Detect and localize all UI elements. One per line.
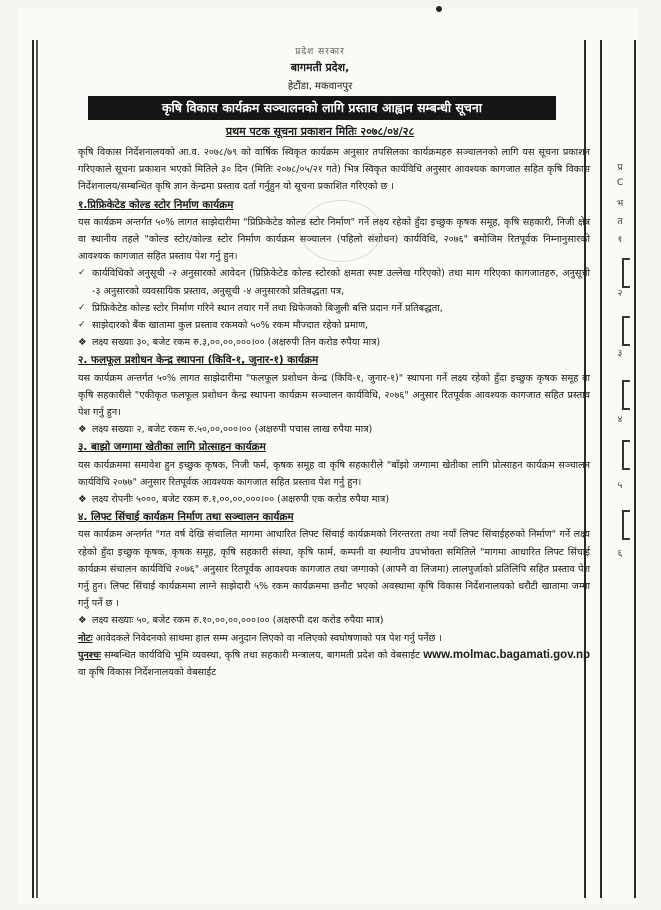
diamond-bullet-icon: ❖ (78, 337, 87, 349)
check-icon: ✓ (78, 268, 86, 279)
intro-paragraph: कृषि विकास निर्देशनालयको आ.व. २०७८/७९ को वार्षिक स्विकृत कार्यक्रम अनुसार तपसिलका कार्यक्रमहरु सञ्चालनको लागि यस सूचना प्रकाशन गरिएकाले सूचना प्रकाशन भएको मितिले ३० दिन (मितिः २०७८/०५/२१ गते) भित्र स्विकृत कार्यविधि अनुसार आवश्यक कागजात सहित कृषि विकास निर्देशनालय/सम्बन्धित कृषि ज्ञान केन्द्रमा प्रस्ताव दर्ता गर्नुहुन यो सूचना प्रकाशित गरिएको छ । (78, 147, 590, 193)
footer-text: सम्बन्धित कार्यविधि भूमि व्यवस्था, कृषि तथा सहकारी मन्त्रालय, बागमती प्रदेश को वेबसाईट (104, 649, 420, 661)
margin-mark: ३ (617, 349, 623, 359)
margin-mark: भ (616, 199, 624, 209)
margin-bracket (622, 380, 630, 410)
website-link[interactable]: www.molmac.bagamati.gov.np (423, 648, 590, 661)
publication-date: प्रथम पटक सूचना प्रकाशन मितिः २०७८/०४/२८ (225, 125, 415, 138)
section-4-heading: ४. लिफ्ट सिंचाई कार्यक्रम निर्माण तथा सञ्चालन कार्यक्रम (78, 511, 294, 524)
margin-bracket (622, 258, 630, 288)
margin-mark: ६ (617, 549, 623, 559)
section-3-target: ❖ लक्ष्य रोपनीः ५०००, बजेट रकम रु.१,००,००,०००।०० (अक्षरुपी एक करोड रुपैया मात्र) (78, 491, 590, 508)
notice-body (78, 144, 590, 681)
section-3-heading: ३. बाझो जग्गामा खेतीका लागि प्रोत्साहन कार्यक्रम (78, 441, 266, 454)
outer-border-line (634, 40, 636, 898)
margin-border-line (600, 40, 602, 898)
note-label: नोटः (78, 632, 93, 644)
section-2-heading: २. फलफूल प्रशोधन केन्द्र स्थापना (किवि-१, जुनार-१) कार्यक्रम (78, 354, 319, 367)
province-name: बागमती प्रदेश, (290, 61, 350, 74)
margin-bracket (622, 510, 630, 540)
margin-mark: १ (617, 235, 623, 245)
section-3-text: यस कार्यक्रममा समावेश हुन इच्छुक कृषक, निजी फर्म, कृषक समूह वा कृषि सहकारीले "बाँझो जग्गामा खेतीका लागि प्रोत्साहन कार्यक्रम सञ्चालन कार्यविधि २०७७" अनुसार रितपूर्वक आवश्यक कागजात सहित प्रस्ताव पेश गर्नु हुन। (78, 459, 590, 488)
margin-mark: C (616, 178, 624, 188)
section-1-text: यस कार्यक्रम अन्तर्गत ५०% लागत साझेदारीमा "प्रिफ्रिकेटेड कोल्ड स्टोर निर्माण" गर्ने लक्ष्य रहेको हुँदा इच्छुक कृषक समूह, कृषि सहकारी, निजी क्षेत्र वा स्थानीय तहले "कोल्ड स्टोर/कोल्ड स्टोर निर्माण कार्यक्रम सञ्चालन (पहिलो संशोधन) कार्यविधि, २०७६" बमोजिम रितपूर्वक निम्नानुसारको आवश्यक कागजात सहित प्रस्ताव पेश गर्नु हुन। (78, 216, 590, 263)
check-icon: ✓ (78, 320, 86, 331)
left-border-line-inner (36, 40, 38, 898)
check-icon: ✓ (78, 302, 86, 313)
left-border-line (32, 40, 34, 898)
section-2-target: ❖ लक्ष्य सख्याः २, बजेट रकम रु.५०,००,०००।०० (अक्षरुपी पचास लाख रुपैया मात्र) (78, 421, 590, 438)
footer-tail: वा कृषि विकास निर्देशनालयको वेबसाईट (78, 667, 217, 679)
footer-note (78, 647, 590, 681)
diamond-bullet-icon: ❖ (78, 615, 87, 627)
location: हेटौंडा, मकवानपुर (287, 81, 353, 92)
margin-mark: त (617, 217, 623, 227)
punch-hole (436, 6, 442, 12)
margin-mark: ४ (617, 415, 623, 425)
header-faint-text: प्रदेश सरकार (295, 47, 345, 57)
notice-title-banner: कृषि विकास कार्यक्रम सञ्चालनको लागि प्रस्ताव आह्वान सम्बन्धी सूचना (88, 96, 556, 120)
margin-bracket (622, 440, 630, 470)
section-4-text: यस कार्यक्रम अन्तर्गत "गत वर्ष देखि संचालित मागमा आधारित लिफ्ट सिंचाई कार्यक्रमको निरन्तरता तथा नयाँ लिफ्ट सिंचाईहरुको निर्माण" गर्ने लक्ष्य रहेको हुँदा इच्छुक कृषक, कृषक समूह, कृषि सहकारी संस्था, कृषि फार्म, कम्पनी वा स्थानीय उपभोक्ता समितिले "मागमा आधारित लिफ्ट सिंचाई कार्यक्रम संचालन कार्यविधि २०७६" अनुसार रितपूर्वक आवश्यक कागजात तथा जग्गाको (आफ्नै वा लिजमा) लालपुर्जाको प्रतिलिपि सहित प्रस्ताव पेश गर्नु हुन। लिफ्ट सिंचाई कार्यक्रममा लाग्ने साझेदारी ५% रकम कार्यक्रममा छनौट भएको अवस्थामा कृषि विकास निर्देशनालयको धरौटी खातामा जम्मा गर्नु पर्ने छ । (78, 529, 590, 610)
margin-mark: ५ (617, 481, 623, 491)
section-4-target: ❖ लक्ष्य सख्याः ५०, बजेट रकम रु.१०,००,००,०००।०० (अक्षरुपी दश करोड रुपैया मात्र) (78, 612, 590, 629)
diamond-bullet-icon: ❖ (78, 424, 87, 436)
margin-mark: २ (617, 289, 623, 299)
list-item: ✓ साझेदारको बैंक खातामा कुल प्रस्ताव रकमको ५०% रकम मौज्दात रहेको प्रमाण, (78, 317, 590, 334)
margin-bracket (622, 316, 630, 346)
list-item: ✓ कार्यविधिको अनुसूची -२ अनुसारको आवेदन (प्रिफ्रिकेटेड कोल्ड स्टोरको क्षमता स्पष्ट उल्लेख गरिएको) तथा माग गरिएका कागजातहरु, अनुसूची -३ अनुसारको व्यवसायिक प्रस्ताव, अनुसूची -४ अनुसारको प्रतिबद्धता पत्र, (78, 265, 590, 299)
diamond-bullet-icon: ❖ (78, 494, 87, 506)
list-item: ✓ प्रिफ्रिकेटेड कोल्ड स्टोर निर्माण गरिने स्थान तयार गर्ने तथा थ्रिफेजको बिजुली बत्ति प्रदान गर्ने प्रतिबद्धता, (78, 300, 590, 317)
section-1-target: ❖ लक्ष्य सख्याः ३०, बजेट रकम रु.३,००,००,०००।०० (अक्षरुपी तिन करोड रुपैया मात्र) (78, 334, 590, 351)
margin-mark: प्र (617, 163, 623, 173)
footer-label: पुनश्चः (78, 649, 101, 661)
section-1-heading: १.प्रिफ्रिकेटेड कोल्ड स्टोर निर्माण कार्यक्रम (78, 198, 234, 211)
note-text: आवेदकले निवेदनको साथमा हाल सम्म अनुदान लिएको वा नलिएको स्वघोषणाको पत्र पेश गर्नु पर्नेछ । (95, 632, 442, 644)
section-2-text: यस कार्यक्रम अन्तर्गत ५०% लागत साझेदारीमा "फलफूल प्रशोधन केन्द्र (किवि-१, जुनार-१)" स्थापना गर्ने लक्ष्य रहेको हुँदा इच्छुक कृषक समूह वा कृषि सहकारीले "एकीकृत फलफूल प्रशोधन केन्द्र स्थापना कार्यक्रम सञ्चालन कार्यविधि, २०७६" अनुसार रितपूर्वक आवश्यक कागजात सहित प्रस्ताव पेश गर्नु हुन। (78, 372, 590, 419)
note (78, 630, 590, 647)
